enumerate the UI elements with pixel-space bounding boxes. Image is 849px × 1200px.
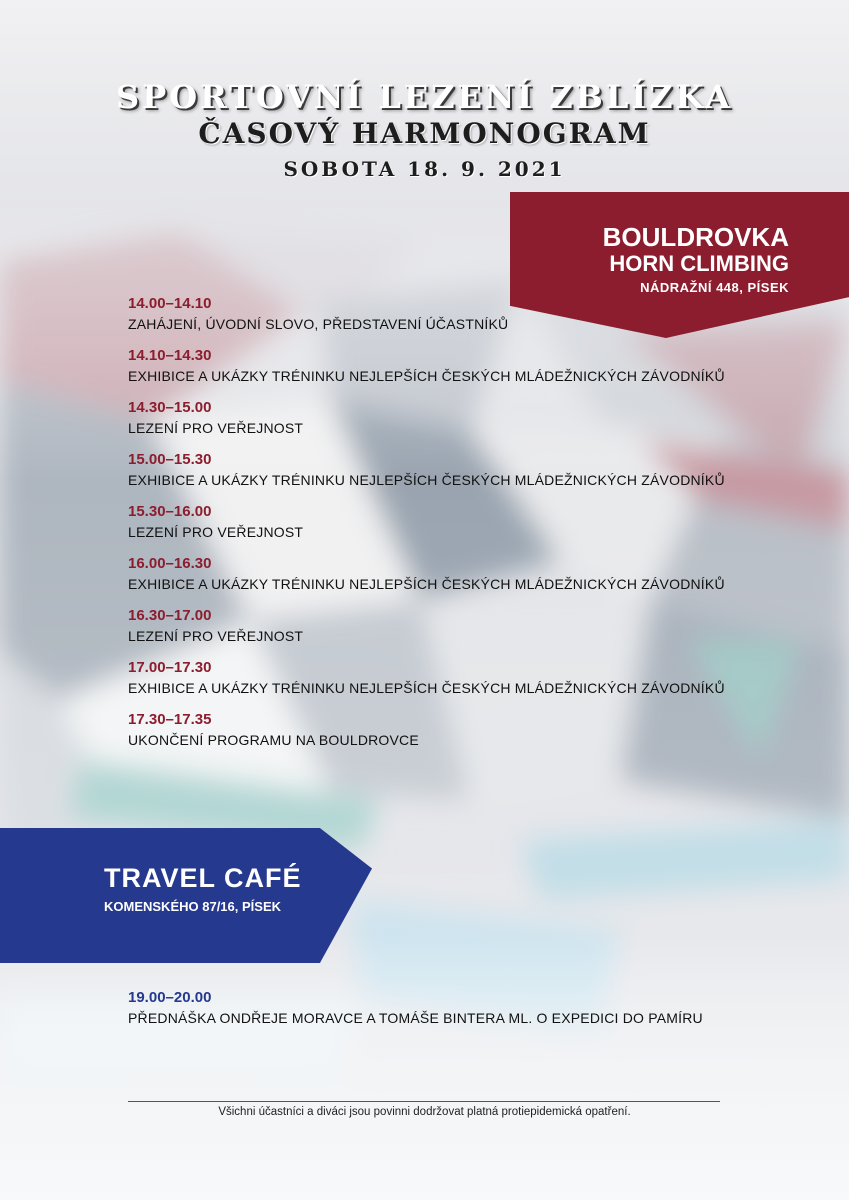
event-date: SOBOTA 18. 9. 2021: [283, 157, 566, 181]
schedule-desc: LEZENÍ PRO VEŘEJNOST: [128, 628, 304, 644]
schedule-item: [128, 398, 725, 450]
venue2-label: [104, 861, 302, 919]
schedule-time: 15.30–16.00: [128, 503, 212, 520]
schedule-desc: EXHIBICE A UKÁZKY TRÉNINKU NEJLEPŠÍCH ČESKÝCH MLÁDEŽNICKÝCH ZÁVODNÍKŮ: [128, 472, 725, 488]
schedule-time: 14.10–14.30: [128, 347, 212, 364]
venue1-name: BOULDROVKA: [602, 222, 789, 252]
schedule-time: 16.00–16.30: [128, 555, 212, 572]
schedule-time: 14.30–15.00: [128, 399, 212, 416]
poster-title: SPORTOVNÍ LEZENÍ ZBLÍZKA: [116, 78, 733, 116]
schedule-item: [128, 710, 725, 762]
poster-subtitle: ČASOVÝ HARMONOGRAM: [198, 117, 651, 150]
schedule-item: [128, 658, 725, 710]
schedule-item: [128, 606, 725, 658]
venue2-event-desc: PŘEDNÁŠKA ONDŘEJE MORAVCE A TOMÁŠE BINTERA ML. O EXPEDICI DO PAMÍRU: [128, 1010, 703, 1026]
schedule-time: 14.00–14.10: [128, 295, 212, 312]
poster-header: [0, 78, 849, 184]
schedule-item: [128, 554, 725, 606]
schedule-time: 16.30–17.00: [128, 607, 212, 624]
schedule-desc: EXHIBICE A UKÁZKY TRÉNINKU NEJLEPŠÍCH ČESKÝCH MLÁDEŽNICKÝCH ZÁVODNÍKŮ: [128, 576, 725, 592]
venue2-event: [128, 988, 703, 1028]
venue1-label: [603, 223, 789, 299]
schedule-time: 17.00–17.30: [128, 659, 212, 676]
schedule-time: 17.30–17.35: [128, 711, 212, 728]
schedule-desc: EXHIBICE A UKÁZKY TRÉNINKU NEJLEPŠÍCH ČESKÝCH MLÁDEŽNICKÝCH ZÁVODNÍKŮ: [128, 680, 725, 696]
schedule-list: [128, 294, 725, 762]
schedule-desc: LEZENÍ PRO VEŘEJNOST: [128, 420, 304, 436]
schedule-item: [128, 450, 725, 502]
schedule-item: [128, 502, 725, 554]
footer-divider: [128, 1101, 720, 1102]
venue1-address: NÁDRAŽNÍ 448, PÍSEK: [640, 280, 789, 295]
venue1-subname: HORN CLIMBING: [609, 251, 789, 276]
schedule-item: [128, 346, 725, 398]
schedule-desc: UKONČENÍ PROGRAMU NA BOULDROVCE: [128, 732, 419, 748]
schedule-desc: LEZENÍ PRO VEŘEJNOST: [128, 524, 304, 540]
schedule-time: 15.00–15.30: [128, 451, 212, 468]
venue2-name: TRAVEL CAFÉ: [104, 863, 302, 893]
venue2-address: KOMENSKÉHO 87/16, PÍSEK: [104, 899, 281, 914]
schedule-desc: ZAHÁJENÍ, ÚVODNÍ SLOVO, PŘEDSTAVENÍ ÚČASTNÍKŮ: [128, 316, 509, 332]
footer-note: Všichni účastníci a diváci jsou povinni dodržovat platná protiepidemická opatření.: [218, 1106, 631, 1118]
schedule-desc: EXHIBICE A UKÁZKY TRÉNINKU NEJLEPŠÍCH ČESKÝCH MLÁDEŽNICKÝCH ZÁVODNÍKŮ: [128, 368, 725, 384]
venue2-event-time: 19.00–20.00: [128, 989, 212, 1006]
